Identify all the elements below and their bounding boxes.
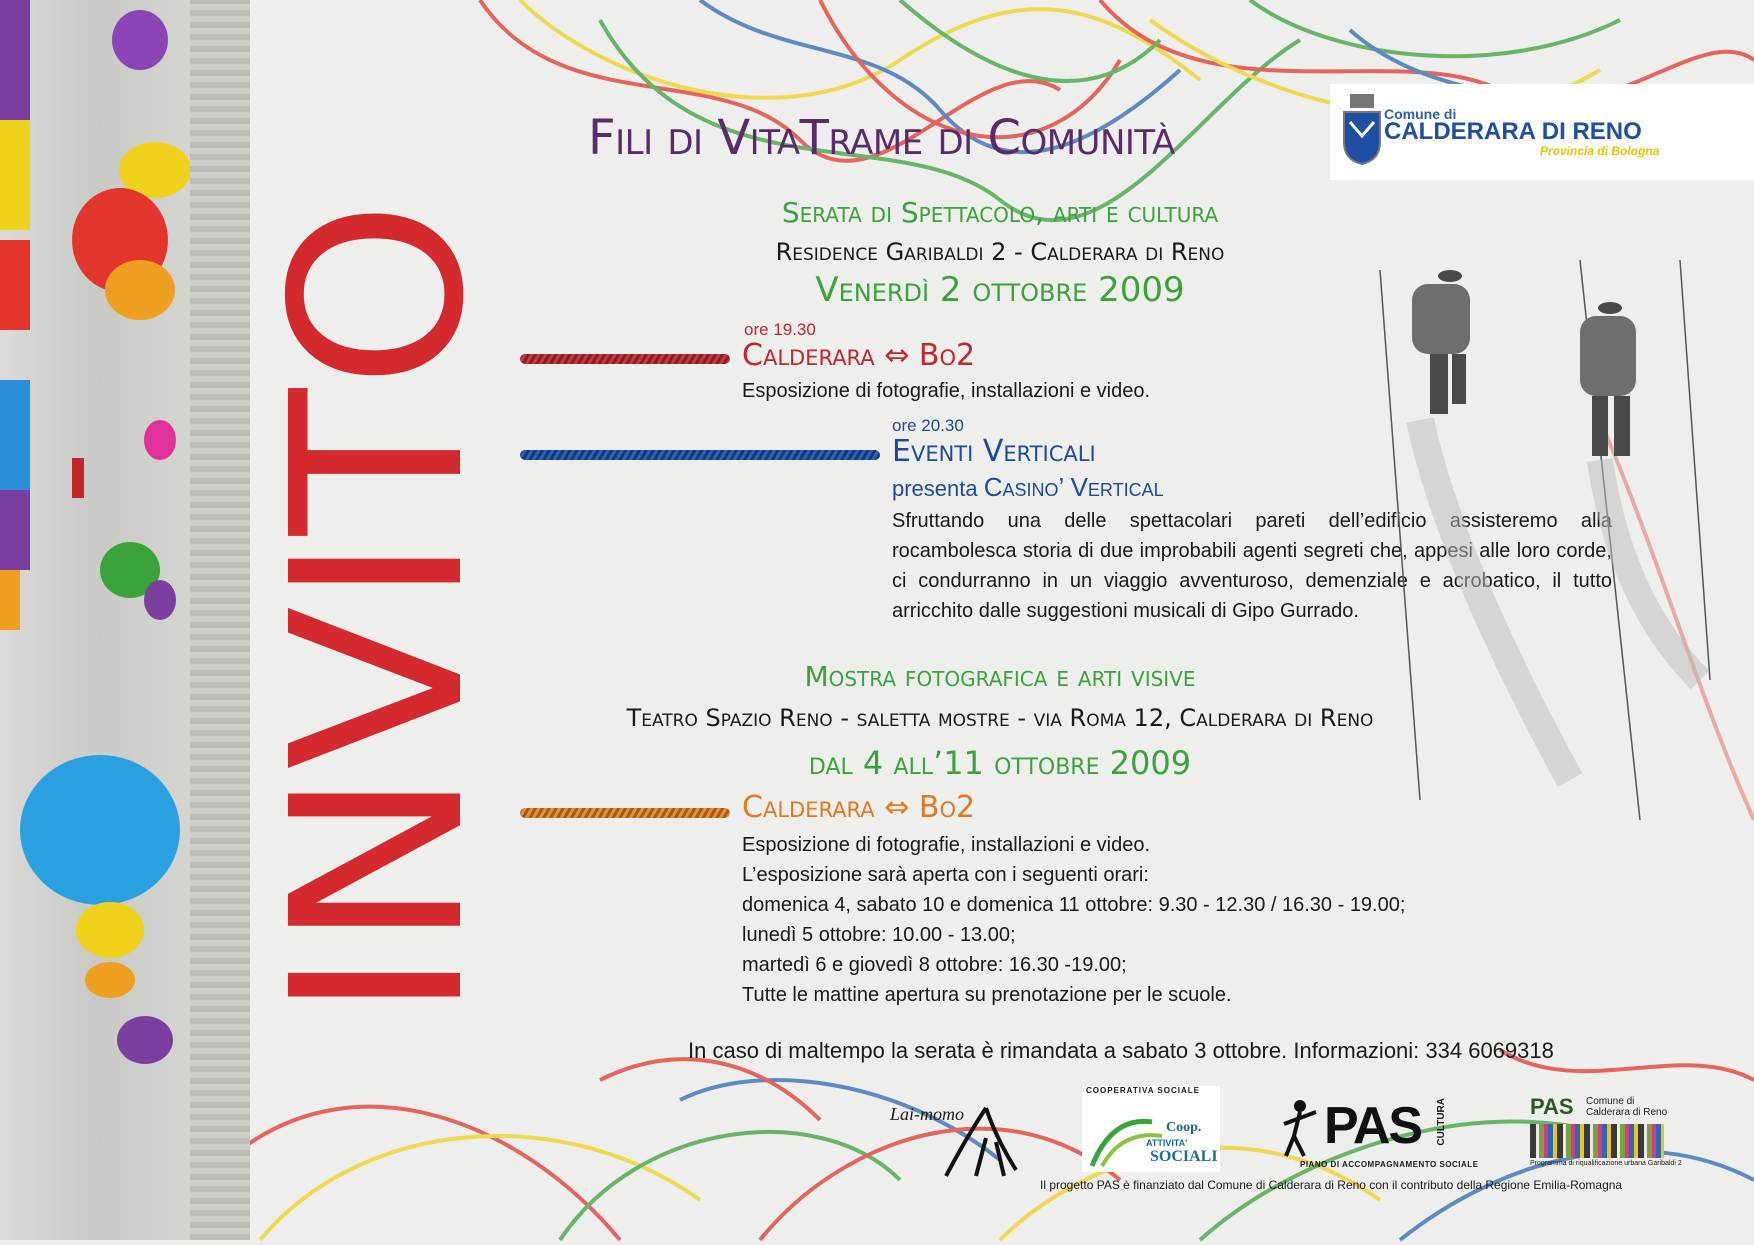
info-line: In caso di maltempo la serata è rimandata a sabato 3 ottobre. Informazioni: 334 6069318 [688,1038,1554,1063]
orange-rope [520,808,730,818]
pas2-program: Programma di riqualificazione urbana Garibaldi 2 [1530,1160,1682,1167]
evening-date: Venerdì 2 ottobre 2009 [815,270,1185,310]
pas-subtitle: PIANO DI ACCOMPAGNAMENTO SOCIALE [1300,1160,1479,1169]
municipality-prefix: Comune di [1384,106,1457,122]
exhibition-dates: dal 4 all’11 ottobre 2009 [808,744,1192,782]
exhibition-line: lunedì 5 ottobre: 10.00 - 13.00; [742,924,1016,946]
pas-cultura: CULTURA [1436,1098,1447,1146]
event1-title: Calderara ⇔ Bo2 [742,338,976,373]
pas2-logo: PAS [1530,1094,1574,1119]
pas-logo: PAS [1324,1097,1422,1155]
footer-note: Il progetto PAS è finanziato dal Comune di Calderara di Reno con il contributo della Regione Emilia-Romagna [1040,1178,1623,1192]
laimomo-name: Lai-momo [890,1104,965,1124]
acrobats-illustration [1380,260,1710,820]
exhibition-line: domenica 4, sabato 10 e domenica 11 ottobre: 9.30 - 12.30 / 16.30 - 19.00; [742,894,1406,916]
event2-description: Sfruttando una delle spettacolari pareti dell’edificio assisteremo alla rocambolesca storia di due improbabili agenti segreti che, appesi alle loro corde, ci condurranno in un viaggio avventuroso, demenziale e acrobatico, il tutto arricchito dalle suggestioni musicali di Gipo Gurrado. [892,510,1612,622]
coop-name: Coop. [1166,1120,1202,1135]
coop-sociali: SOCIALI [1150,1148,1218,1165]
invito-text: INVITO [241,212,516,1020]
province-name: Provincia di Bologna [1540,144,1660,158]
exhibition-heading: Mostra fotografica e arti visive [804,660,1196,693]
blue-rope [520,450,880,460]
evening-heading: Serata di Spettacolo, arti e cultura [781,196,1219,229]
pas2-city: Calderara di Reno [1586,1107,1668,1118]
invito-vertical-word [241,190,516,1030]
pas-figure-icon [1280,1098,1320,1158]
exhibition-line: martedì 6 e giovedì 8 ottobre: 16.30 -19.00; [742,954,1127,976]
event1-time: ore 19.30 [744,320,816,339]
exhibition-line: L’esposizione sarà aperta con i seguenti orari: [742,864,1149,886]
exhibition-details [742,830,1405,1010]
evening-venue: Residence Garibaldi 2 - Calderara di Reno [775,238,1225,266]
event2-show: Casino’ Vertical [983,472,1164,502]
exhibition-line: Tutte le mattine apertura su prenotazione per le scuole. [742,984,1232,1006]
event2-title: Eventi Verticali [892,434,1096,469]
page-title: Fili di VitaTrame di Comunità [588,110,1175,166]
exhibition-venue: Teatro Spazio Reno - saletta mostre - via Roma 12, Calderara di Reno [626,704,1374,732]
coop-attivita: ATTIVITA' [1146,1138,1188,1148]
pas2-comune-di: Comune di [1586,1096,1635,1107]
pas2-mosaic [1530,1124,1664,1158]
coat-of-arms-icon [1342,94,1382,166]
event2-time: ore 20.30 [892,416,964,435]
event2-presenta-line [892,472,1164,503]
municipality-name: CALDERARA DI RENO [1384,118,1642,145]
pas2-comune [1586,1096,1667,1118]
exhibition-line: Esposizione di fotografie, installazioni e video. [742,834,1151,856]
event1-description: Esposizione di fotografie, installazioni e video. [742,380,1151,402]
event2-presenta: presenta [892,476,978,501]
coop-header: COOPERATIVA SOCIALE [1086,1086,1200,1095]
exhibition-title: Calderara ⇔ Bo2 [742,790,976,825]
red-rope [520,354,730,364]
